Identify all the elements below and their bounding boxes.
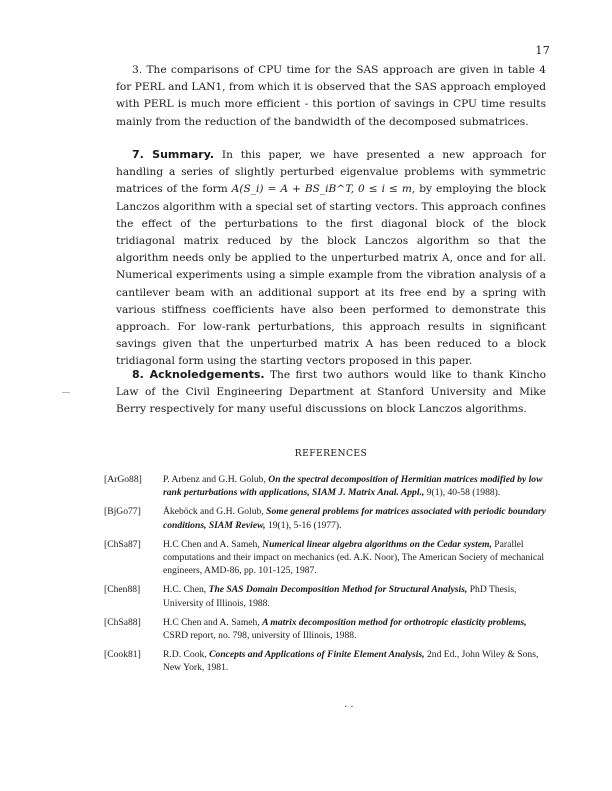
reference-title: The SAS Domain Decomposition Method for Structural Analysis, <box>208 584 468 596</box>
section-summary <box>116 146 546 371</box>
reference-title: Numerical linear algebra algorithms on the Cedar system, <box>262 538 492 550</box>
reference-key: [ArGo88] <box>104 474 142 485</box>
reference-item <box>104 473 546 499</box>
summary-text-a: In this paper, we have presented a new approach for handling a series of slightly perturbed eigenvalue problems with symmetric matrices of the form <box>116 149 546 196</box>
reference-item <box>104 538 546 578</box>
reference-key: [ChSa88] <box>104 616 141 628</box>
section-heading-summary: 7. Summary. <box>132 148 215 161</box>
reference-item <box>104 648 546 674</box>
reference-item <box>104 616 546 642</box>
references-heading: REFERENCES <box>294 448 368 459</box>
summary-formula: A(S_i) = A + BS_iB^T, 0 ≤ i ≤ m, <box>231 183 416 196</box>
reference-authors: H.C. Chen, <box>163 584 207 596</box>
reference-key: [Cook81] <box>104 649 141 661</box>
reference-key: [BjGo77] <box>104 506 141 518</box>
summary-text-b: by employing the block Lanczos algorithm with a special set of starting vectors. This approach confines the effect of the perturbations to the first diagonal block of the block tridiagonal matrix reduced by the block Lanczos algorithm so that the algorithm needs only be applied to the unperturbed matrix A, once and for all. Numerical experiments using a simple example from the vibration analysis of a cantilever beam with an additional support at its free end by a spring with various stiffness coefficients have also been performed to demonstrate this approach. For low-rank perturbations, this approach results in significant savings given that the unperturbed matrix A has been reduced to a block tridiagonal form using the starting vectors proposed in this paper. <box>116 183 546 368</box>
reference-authors: Åkeböck and G.H. Golub, <box>163 506 264 518</box>
reference-item <box>104 505 546 531</box>
reference-title: On the spectral decomposition of Hermitian matrices modified by low rank perturbations with applications, SIAM J. Matrix Anal. Appl., <box>163 474 543 499</box>
scan-artifact-dots: · · <box>344 702 354 713</box>
reference-details: Parallel computations and their impact on mechanics (ed. A.K. Noor), The American Society of mechanical engineers, AMD-86, pp. 101-125, 1987. <box>163 538 545 577</box>
acknowledgements-text: The first two authors would like to thank Kincho Law of the Civil Engineering Department at Stanford University and Mike Berry respectively for many useful discussions on block Lanczos algorithms. <box>116 369 546 416</box>
reference-details: PhD Thesis, University of Illinois, 1988. <box>163 584 517 609</box>
reference-details: 9(1), 40-58 (1988). <box>426 487 501 499</box>
reference-details: 2nd Ed., John Wiley & Sons, New York, 1981. <box>163 649 539 674</box>
reference-authors: R.D. Cook, <box>163 649 207 661</box>
margin-mark <box>62 392 70 393</box>
reference-authors: P. Arbenz and G.H. Golub, <box>163 474 266 485</box>
reference-key: [ChSa87] <box>104 538 141 550</box>
reference-title: Concepts and Applications of Finite Element Analysis, <box>209 649 425 661</box>
section-acknowledgements <box>116 366 546 419</box>
section-heading-acknowledgements: 8. Acknoledgements. <box>132 368 265 381</box>
reference-details: 19(1), 5-16 (1977). <box>267 519 342 531</box>
references-list <box>104 473 546 681</box>
page-number: 17 <box>535 44 550 57</box>
paragraph-text: 3. The comparisons of CPU time for the SAS approach are given in table 4 for PERL and LAN1, from which it is observed that the SAS approach employed with PERL is much more efficient - this portion of savings in CPU time results mainly from the reduction of the bandwidth of the decomposed submatrices. <box>116 64 546 128</box>
reference-authors: H.C Chen and A. Sameh, <box>163 538 260 550</box>
reference-details: CSRD report, no. 798, university of Illinois, 1988. <box>163 630 357 642</box>
paragraph-cpu-comparison <box>116 62 546 131</box>
reference-item <box>104 583 546 609</box>
reference-title: Some general problems for matrices associated with periodic boundary conditions, SIAM Review, <box>163 506 546 531</box>
reference-key: [Chen88] <box>104 584 141 596</box>
reference-authors: H.C Chen and A. Sameh, <box>163 616 260 628</box>
reference-title: A matrix decomposition method for orthotropic elasticity problems, <box>262 616 527 628</box>
